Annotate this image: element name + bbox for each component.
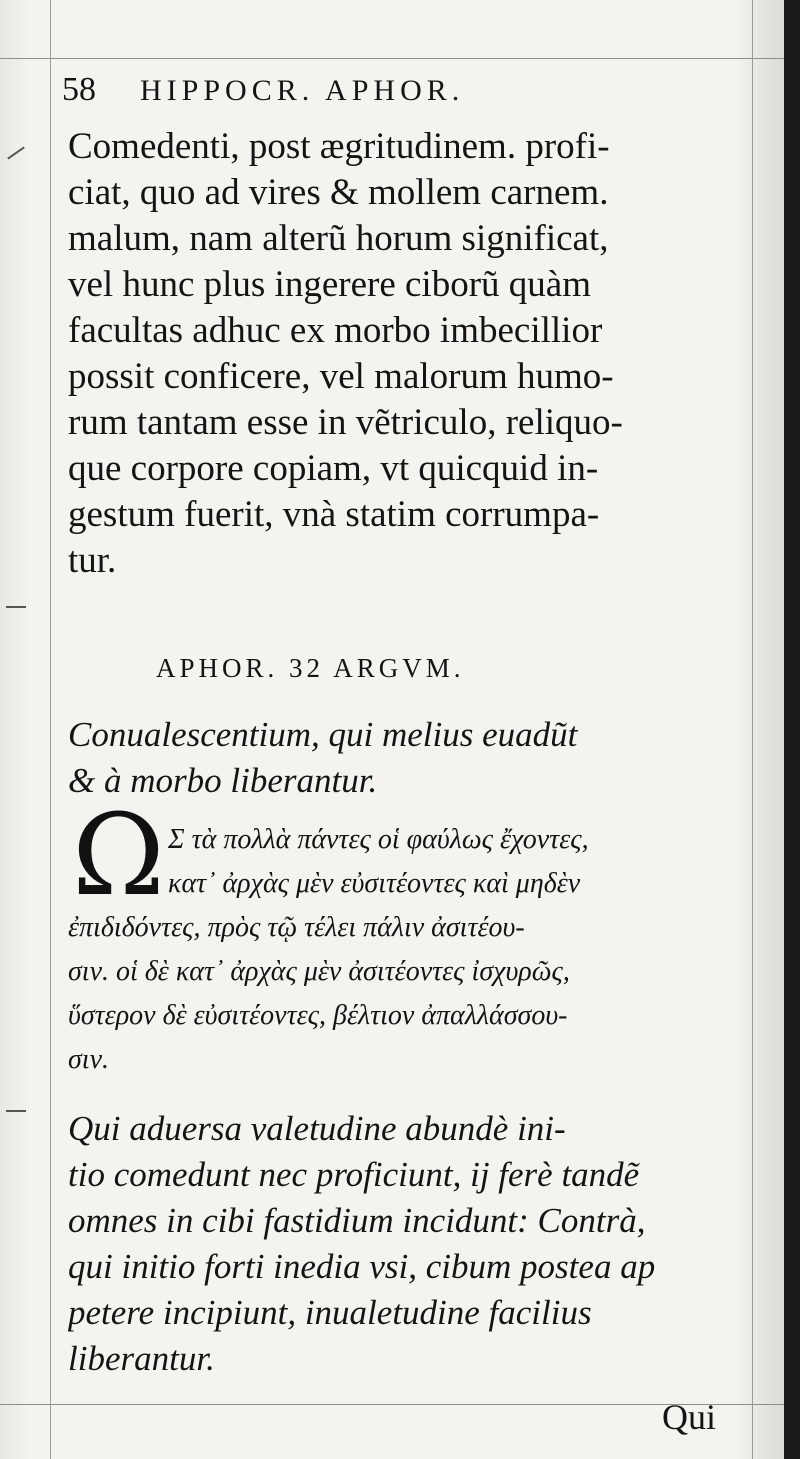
book-gutter-shadow bbox=[784, 0, 800, 1459]
margin-mark bbox=[6, 1110, 26, 1112]
text-line: Comedenti, post ægritudinem. profi- bbox=[68, 126, 610, 167]
top-rule bbox=[0, 58, 784, 59]
text-line: rum tantam esse in vẽtriculo, reliquo- bbox=[68, 402, 623, 443]
latin-translation-paragraph bbox=[68, 1106, 736, 1382]
argument-paragraph bbox=[68, 712, 736, 804]
section-heading: APHOR. 32 ARGVM. bbox=[156, 653, 465, 683]
text-line: κατ᾽ ἀρχὰς μὲν εὐσιτέοντες καὶ μηδὲν bbox=[168, 868, 581, 899]
text-line: gestum fuerit, vnà statim corrumpa- bbox=[68, 494, 600, 535]
text-line: liberantur. bbox=[68, 1339, 215, 1378]
left-margin-rule bbox=[50, 0, 51, 1459]
margin-mark bbox=[6, 606, 26, 608]
text-line: tio comedunt nec proficiunt, ij ferè tandẽ bbox=[68, 1155, 640, 1194]
text-line: Conualescentium, qui melius euadũt bbox=[68, 715, 578, 754]
text-line: ciat, quo ad vires & mollem carnem. bbox=[68, 172, 609, 213]
catchword: Qui bbox=[662, 1397, 716, 1437]
drop-cap-initial: Ω bbox=[72, 791, 165, 921]
text-line: Qui aduersa valetudine abundè ini- bbox=[68, 1109, 566, 1148]
text-line: facultas adhuc ex morbo imbecillior bbox=[68, 310, 603, 351]
text-line: omnes in cibi fastidium incidunt: Contrà, bbox=[68, 1201, 646, 1240]
text-line: qui initio forti inedia vsi, cibum postea ap bbox=[68, 1247, 656, 1286]
text-line: que corpore copiam, vt quicquid in- bbox=[68, 448, 599, 489]
page-number: 58 bbox=[62, 71, 96, 108]
text-line: & à morbo liberantur. bbox=[68, 761, 378, 800]
text-line: vel hunc plus ingerere ciborũ quàm bbox=[68, 264, 591, 305]
text-line: malum, nam alterũ horum significat, bbox=[68, 218, 609, 259]
margin-mark bbox=[7, 146, 25, 159]
right-margin-rule bbox=[752, 0, 753, 1459]
text-line: ἐπιδιδόντες, πρὸς τῷ τέλει πάλιν ἀσιτέου- bbox=[68, 912, 525, 943]
running-title: HIPPOCR. APHOR. bbox=[140, 74, 465, 107]
running-head bbox=[62, 68, 742, 112]
text-line: σιν. bbox=[68, 1044, 110, 1075]
text-line: tur. bbox=[68, 540, 117, 581]
text-line: σιν. οἱ δὲ κατ᾽ ἀρχὰς μὲν ἀσιτέοντες ἰσχυρῶς, bbox=[68, 956, 570, 987]
greek-paragraph bbox=[68, 818, 736, 1082]
text-line: possit conficere, vel malorum humo- bbox=[68, 356, 614, 397]
text-line: ὕστερον δὲ εὐσιτέοντες, βέλτιον ἀπαλλάσσου- bbox=[68, 1000, 568, 1031]
text-line: petere incipiunt, inualetudine facilius bbox=[68, 1293, 592, 1332]
commentary-paragraph bbox=[68, 124, 736, 584]
text-line: Σ τὰ πολλὰ πάντες οἱ φαύλως ἔχοντες, bbox=[168, 824, 589, 855]
